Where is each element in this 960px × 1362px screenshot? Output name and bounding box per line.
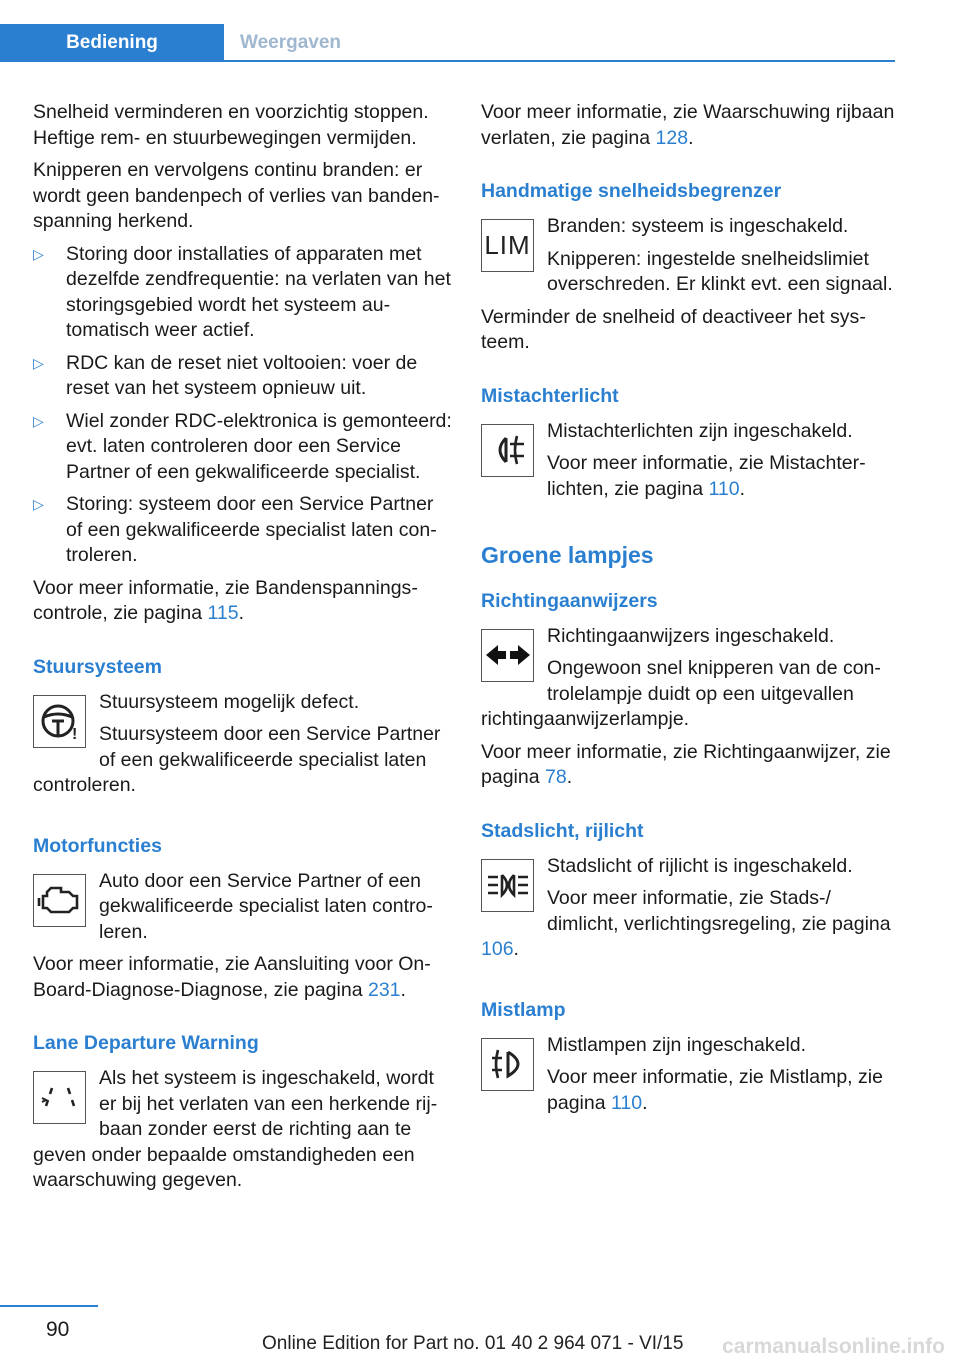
heading-stadslicht: Stadslicht, rijlicht <box>481 819 644 842</box>
turn-signal-icon <box>481 629 534 682</box>
bullet-triangle-icon: ▷ <box>33 354 44 371</box>
paragraph: Verminder de snelheid of deactiveer het systeem. <box>481 305 866 353</box>
bullet-triangle-icon: ▷ <box>33 245 44 262</box>
paragraph: Stadslicht of rijlicht is ingeschakeld. <box>547 854 853 877</box>
heading-snelheidsbegrenzer: Handmatige snelheidsbegrenzer <box>481 180 782 202</box>
footer-rule <box>0 1305 98 1307</box>
paragraph: Stuursysteem door een Service Partner of een gekwalificeerde specialist laten controleren. <box>33 723 441 796</box>
paragraph-text: Voor meer informatie, zie Stads-/ dimlicht, verlichtingsregeling, zie pagina <box>547 887 891 935</box>
paragraph: Voor meer informatie, zie Waarschuwing rijbaan verlaten, zie pagina 128. <box>481 101 895 149</box>
page-link-110[interactable]: 110 <box>708 477 740 500</box>
lane-departure-block <box>33 1066 453 1201</box>
paragraph: Ongewoon snel knipperen van de controlelampje duidt op een uitgevallen richtingaanwijzerlampje. <box>481 657 881 730</box>
bullet-triangle-icon: ▷ <box>33 412 44 429</box>
page-link-231[interactable]: 231 <box>367 978 401 1001</box>
richtingaanwijzers-block <box>481 624 901 740</box>
list-item-text: Wiel zonder RDC-elektronica is gemonteerd: evt. laten controleren door een Service Partner of een gekwalificeerde specialist. <box>66 409 452 483</box>
page-link-78[interactable]: 78 <box>544 766 567 788</box>
page-link-110-b[interactable]: 110 <box>610 1091 643 1114</box>
paragraph-text: Voor meer informatie, zie Richtingaanwijzer, zie pagina <box>481 740 891 788</box>
paragraph-text: Voor meer informatie, zie Waarschuwing rijbaan verlaten, zie pagina <box>481 101 895 149</box>
heading-richtingaanwijzers: Richtingaanwijzers <box>481 589 658 612</box>
list-item-text: RDC kan de reset niet voltooien: voer de reset van het systeem opnieuw uit. <box>66 351 418 399</box>
bullet-list <box>33 242 453 569</box>
paragraph: Snelheid verminderen en voorzichtig stoppen. Heftige rem- en stuurbewegingen vermijden. <box>33 101 429 149</box>
paragraph: Auto door een Service Partner of een gekwalificeerde specialist laten controleren. <box>99 869 433 943</box>
tab-weergaven[interactable]: Weergaven <box>240 32 342 53</box>
paragraph: Voor meer informatie, zie Stads-/ dimlicht, verlichtingsregeling, zie pagina 106. <box>481 887 891 960</box>
steering-warning-icon <box>33 695 86 748</box>
paragraph: Stuursysteem mogelijk defect. <box>99 690 360 713</box>
mistachterlicht-block <box>481 419 901 510</box>
list-item <box>33 351 453 402</box>
heading-mistachterlicht: Mistachterlicht <box>481 384 619 407</box>
list-item <box>33 242 453 344</box>
header-rule <box>0 60 895 62</box>
page-number: 90 <box>46 1318 70 1341</box>
mistlamp-block <box>481 1033 901 1124</box>
left-column <box>33 100 453 1201</box>
paragraph: Mistlampen zijn ingeschakeld. <box>547 1033 807 1056</box>
section-title-groene-lampjes: Groene lampjes <box>481 542 654 568</box>
motorfuncties-block <box>33 869 453 953</box>
paragraph: Mistachterlichten zijn ingeschakeld. <box>547 419 853 442</box>
paragraph: Voor meer informatie, zie Bandenspanningscontrole, zie pagina 115. <box>33 576 418 624</box>
paragraph: Voor meer informatie, zie Aansluiting voor On-Board-Diagnose-Diagnose, zie pagina 231. <box>33 953 431 1001</box>
page-link-106[interactable]: 106 <box>481 938 514 960</box>
lim-block <box>481 214 901 305</box>
lim-icon <box>481 219 534 272</box>
lim-icon-text: LIM <box>484 229 531 260</box>
paragraph-text: Voor meer informatie, zie Aansluiting voor On-Board-Diagnose-Diagnose, zie pagina <box>33 953 431 1001</box>
engine-icon <box>33 874 86 927</box>
paragraph: Voor meer informatie, zie Richtingaanwijzer, zie pagina 78. <box>481 740 891 788</box>
list-item-text: Storing: systeem door een Service Partner of een gekwalificeerde specialist laten controleren. <box>66 493 437 566</box>
paragraph: Knipperen en vervolgens continu branden: er wordt geen bandenpech of verlies van bandenspanning herkend. <box>33 159 440 232</box>
page-link-128[interactable]: 128 <box>655 126 689 149</box>
stadslicht-block <box>481 854 901 970</box>
bullet-triangle-icon: ▷ <box>33 496 44 512</box>
paragraph-text: Voor meer informatie, zie Mistachterlichten, zie pagina <box>547 452 866 500</box>
edition-text: Online Edition for Part no. 01 40 2 964 071 - VI/15 <box>262 1333 684 1354</box>
paragraph: Voor meer informatie, zie Mistlamp, zie pagina 110. <box>547 1066 883 1114</box>
front-fog-light-icon <box>481 1038 534 1091</box>
list-item <box>33 492 453 569</box>
stuursysteem-block <box>33 690 453 806</box>
tab-bediening[interactable]: Bediening <box>0 24 224 62</box>
right-column <box>481 100 901 1123</box>
paragraph: Knipperen: ingestelde snelheidslimiet overschreden. Er klinkt evt. een signaal. <box>547 247 893 295</box>
lane-departure-icon <box>33 1071 86 1124</box>
watermark: carmanualsonline.info <box>722 1335 945 1358</box>
svg-text:!: ! <box>71 726 77 743</box>
page-link-115[interactable]: 115 <box>207 602 239 624</box>
heading-lane-departure: Lane Departure Warning <box>33 1032 259 1054</box>
heading-motorfuncties: Motorfuncties <box>33 834 162 857</box>
heading-mistlamp: Mistlamp <box>481 998 566 1021</box>
list-item <box>33 409 453 486</box>
paragraph-text: Voor meer informatie, zie Bandenspanningscontrole, zie pagina <box>33 576 418 624</box>
paragraph-text: Voor meer informatie, zie Mistlamp, zie pagina <box>547 1066 883 1114</box>
paragraph: Branden: systeem is ingeschakeld. <box>547 215 849 237</box>
list-item-text: Storing door installaties of apparaten met dezelfde zendfrequentie: na verlaten van het storingsgebied wordt het systeem automatisch weer actief. <box>66 242 451 341</box>
paragraph: Als het systeem is ingeschakeld, wordt er bij het verlaten van een herkende rijbaan zonder eerst de richting aan te geven onder bepaalde omstandigheden een waarschuwing gegeven. <box>33 1067 438 1191</box>
heading-stuursysteem: Stuursysteem <box>33 655 162 678</box>
rear-fog-light-icon <box>481 424 534 477</box>
paragraph: Richtingaanwijzers ingeschakeld. <box>547 624 835 647</box>
parking-light-icon <box>481 859 534 912</box>
page-header <box>0 24 895 62</box>
paragraph: Voor meer informatie, zie Mistachterlichten, zie pagina 110. <box>547 452 866 500</box>
